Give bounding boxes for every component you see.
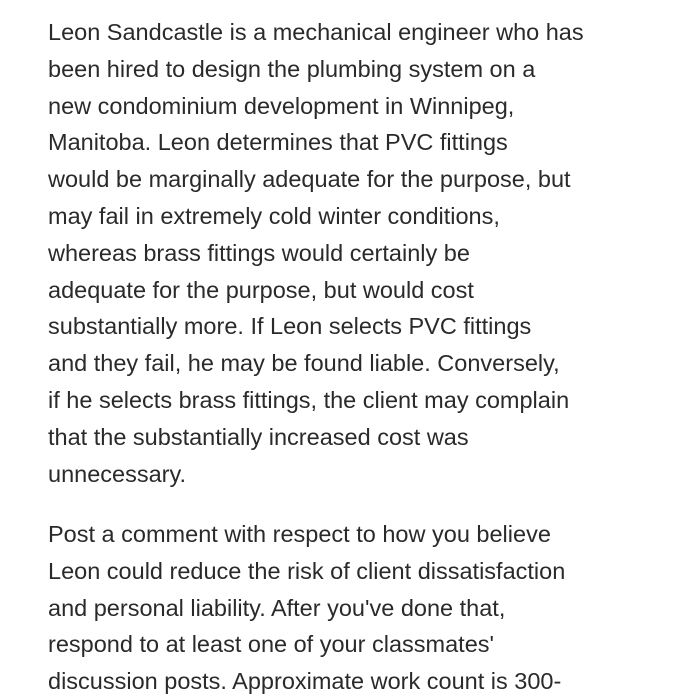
text-line: Post a comment with respect to how you believe <box>48 521 551 547</box>
text-line: Leon could reduce the risk of client dissatisfaction <box>48 557 566 584</box>
text-line: adequate for the purpose, but would cost <box>48 276 474 303</box>
text-line: and personal liability. After you've done that, <box>48 594 506 621</box>
text-line: would be marginally adequate for the purpose, but <box>48 166 571 193</box>
text-line: discussion posts. Approximate work count is 300- <box>48 668 562 695</box>
text-line: unnecessary. <box>48 460 187 487</box>
text-line: whereas brass fittings would certainly be <box>48 239 470 266</box>
text-line: been hired to design the plumbing system on a <box>48 55 536 82</box>
text-line: substantially more. If Leon selects PVC fittings <box>48 313 532 340</box>
text-line: Leon Sandcastle is a mechanical engineer who has <box>48 19 584 45</box>
text-line: if he selects brass fittings, the client may complain <box>48 386 570 413</box>
text-line: and they fail, he may be found liable. Conversely, <box>48 350 560 377</box>
scenario-paragraph <box>48 14 584 492</box>
text-line: that the substantially increased cost was <box>48 423 469 450</box>
text-line: may fail in extremely cold winter conditions, <box>48 202 500 229</box>
text-line: respond to at least one of your classmates' <box>48 631 495 658</box>
instructions-paragraph <box>48 516 565 700</box>
text-line: Manitoba. Leon determines that PVC fittings <box>48 129 508 156</box>
text-line: new condominium development in Winnipeg, <box>48 92 515 119</box>
